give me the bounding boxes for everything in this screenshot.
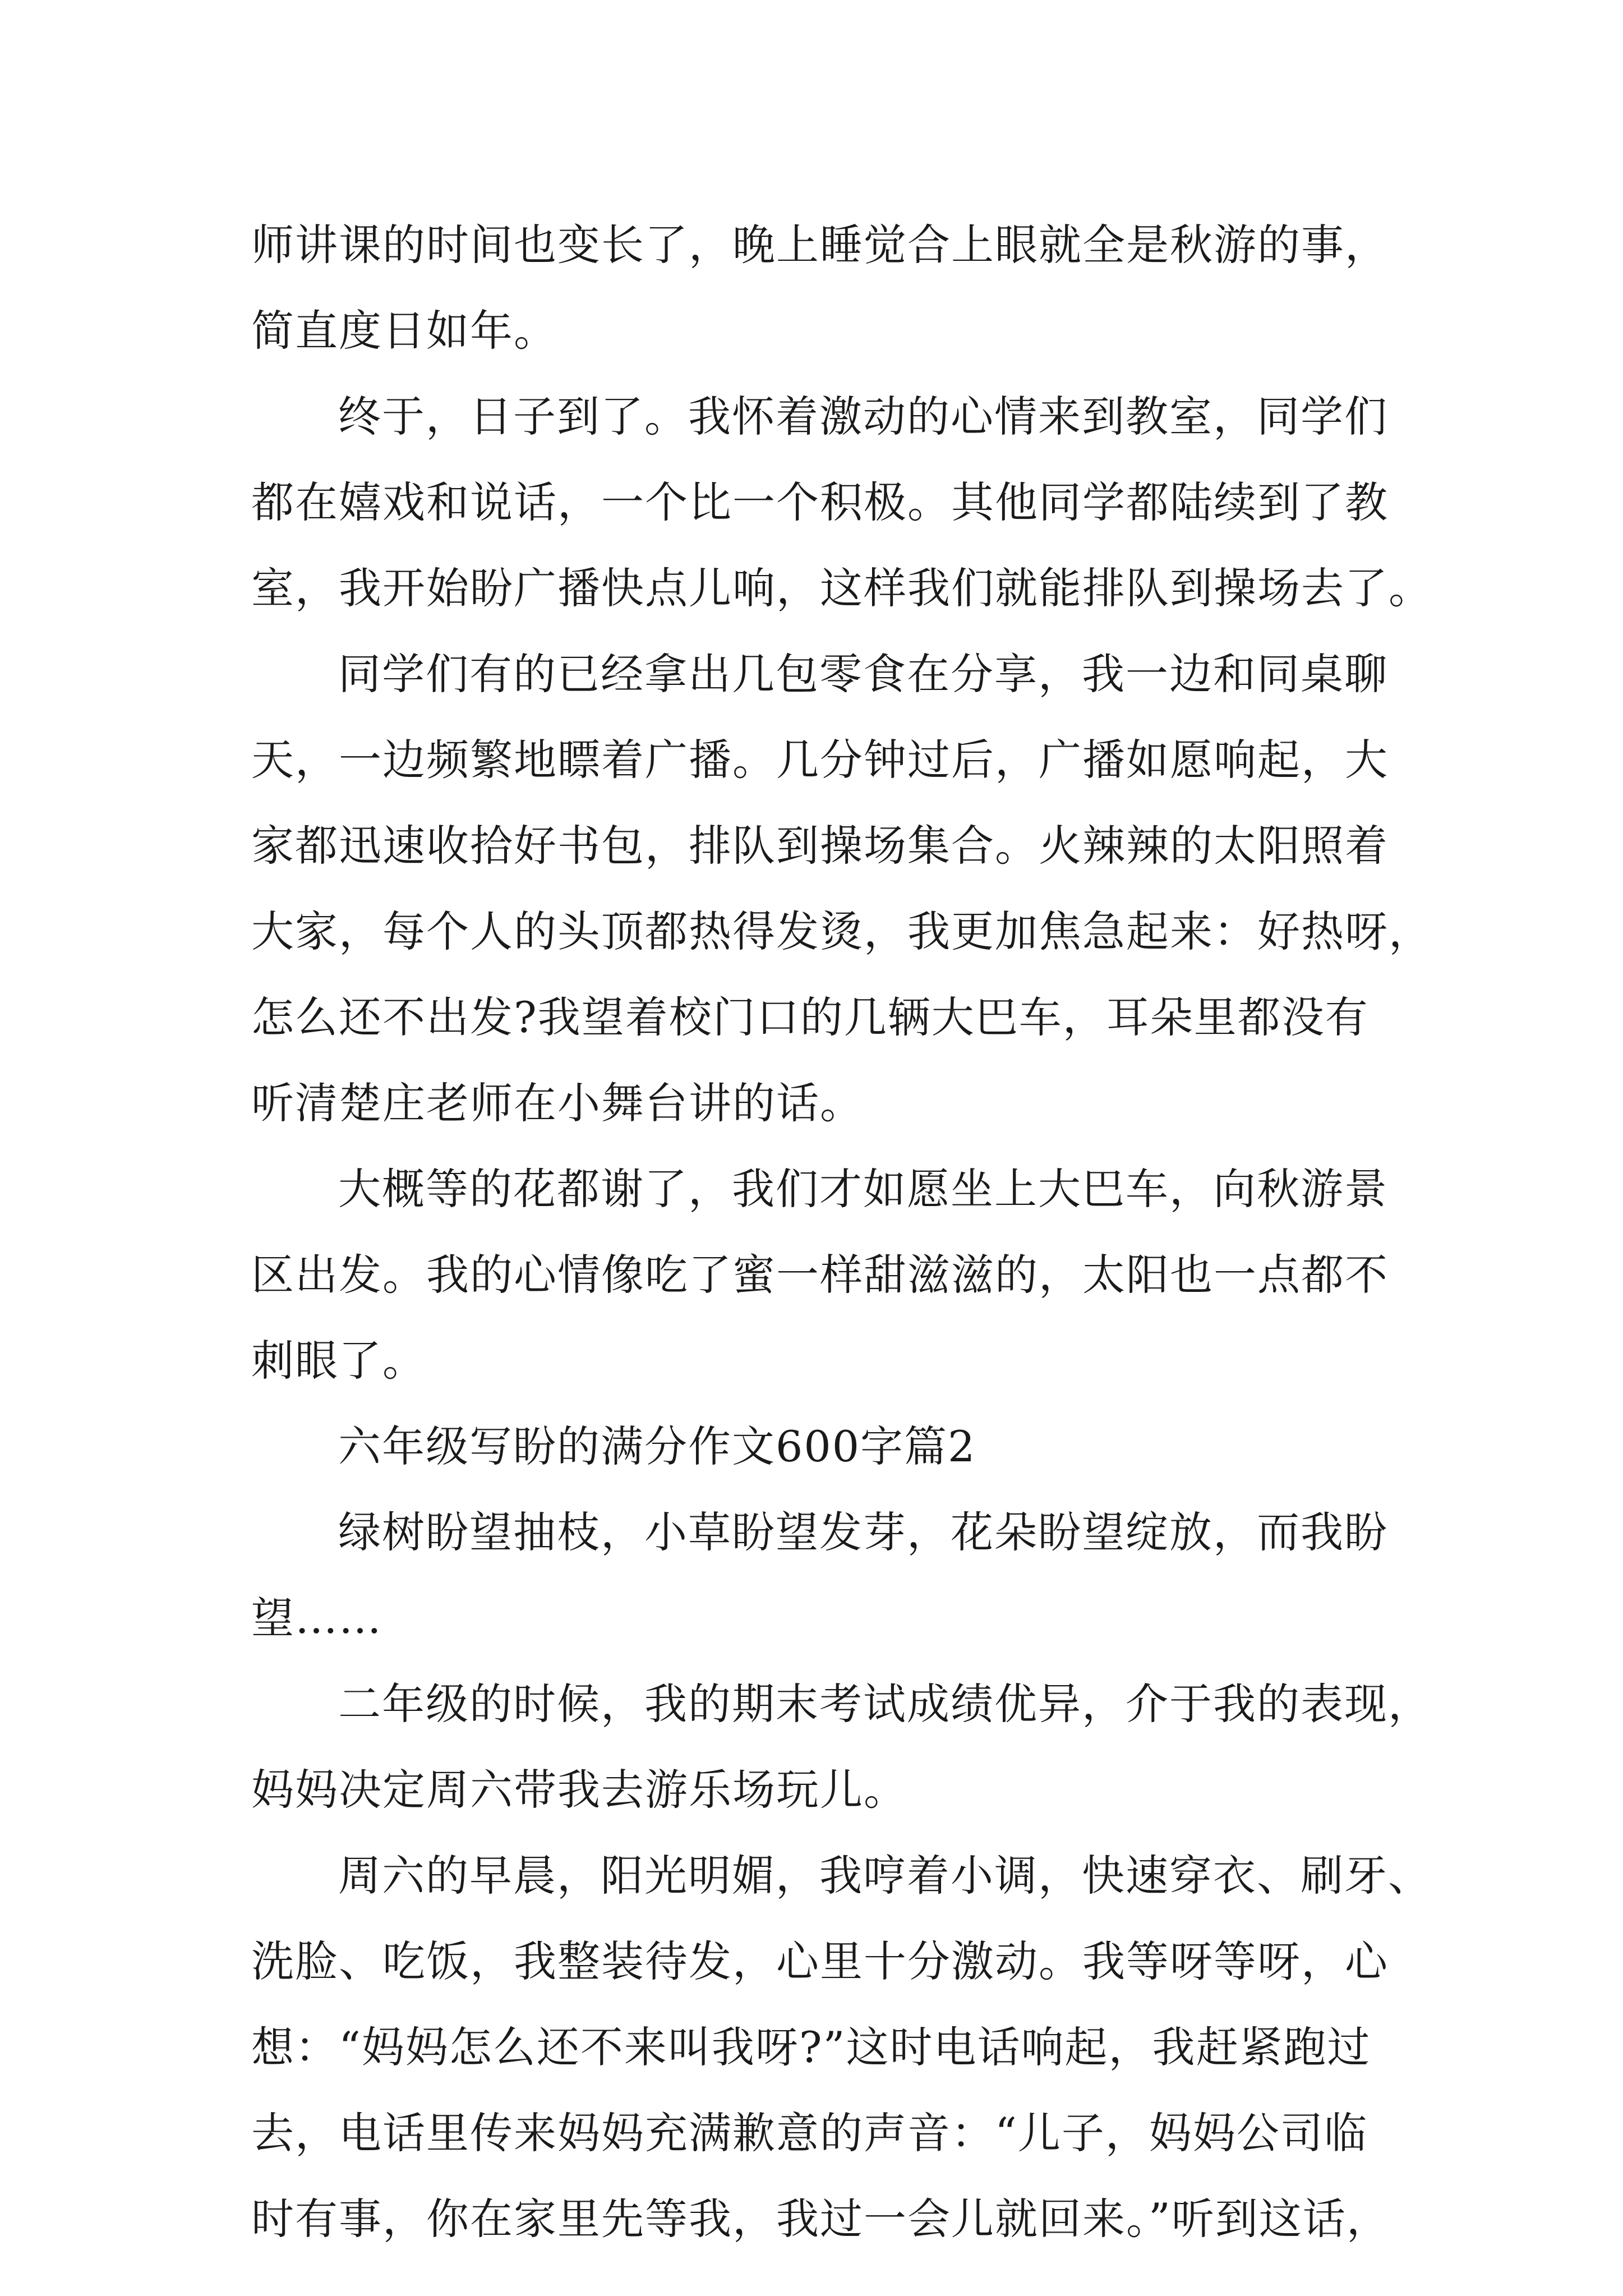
text-line: 终于，日子到了。我怀着激动的心情来到教室，同学们 (338, 392, 1388, 441)
text-line: 洗脸、吃饭，我整装待发，心里十分激动。我等呀等呀，心 (251, 1936, 1389, 1986)
text-line: 妈妈决定周六带我去游乐场玩儿。 (251, 1765, 907, 1815)
text-line: 时有事，你在家里先等我，我过一会儿就回来。”听到这话， (251, 2194, 1390, 2244)
text-line: 师讲课的时间也变长了，晚上睡觉合上眼就全是秋游的事， (251, 220, 1389, 270)
text-line: 想：“妈妈怎么还不来叫我呀?”这时电话响起，我赶紧跑过 (251, 2022, 1371, 2072)
text-line: 怎么还不出发?我望着校门口的几辆大巴车，耳朵里都没有 (251, 992, 1369, 1042)
text-line: 听清楚庄老师在小舞台讲的话。 (251, 1078, 864, 1128)
text-line: 家都迅速收拾好书包，排队到操场集合。火辣辣的太阳照着 (251, 821, 1389, 871)
text-line: 大概等的花都谢了，我们才如愿坐上大巴车，向秋游景 (338, 1164, 1388, 1214)
text-line: 室，我开始盼广播快点儿响，这样我们就能排队到操场去了。 (251, 563, 1432, 613)
text-line: 大家，每个人的头顶都热得发烫，我更加焦急起来：好热呀， (251, 907, 1432, 956)
text-line: 绿树盼望抽枝，小草盼望发芽，花朵盼望绽放，而我盼 (338, 1507, 1388, 1557)
section-heading: 六年级写盼的满分作文600字篇2 (338, 1421, 976, 1471)
text-line: 天，一边频繁地瞟着广播。几分钟过后，广播如愿响起，大 (251, 735, 1389, 785)
text-line: 望…… (251, 1593, 382, 1643)
text-line: 同学们有的已经拿出几包零食在分享，我一边和同桌聊 (338, 649, 1388, 699)
text-line: 去，电话里传来妈妈充满歉意的声音：“儿子，妈妈公司临 (251, 2108, 1368, 2158)
text-line: 区出发。我的心情像吃了蜜一样甜滋滋的，太阳也一点都不 (251, 1250, 1389, 1300)
text-line: 都在嬉戏和说话，一个比一个积极。其他同学都陆续到了教 (251, 477, 1389, 527)
essay-body (251, 202, 1432, 2262)
text-line: 简直度日如年。 (251, 306, 557, 356)
text-line: 二年级的时候，我的期末考试成绩优异，介于我的表现， (338, 1679, 1432, 1729)
text-line: 周六的早晨，阳光明媚，我哼着小调，快速穿衣、刷牙、 (338, 1851, 1432, 1901)
text-line: 刺眼了。 (251, 1336, 426, 1386)
